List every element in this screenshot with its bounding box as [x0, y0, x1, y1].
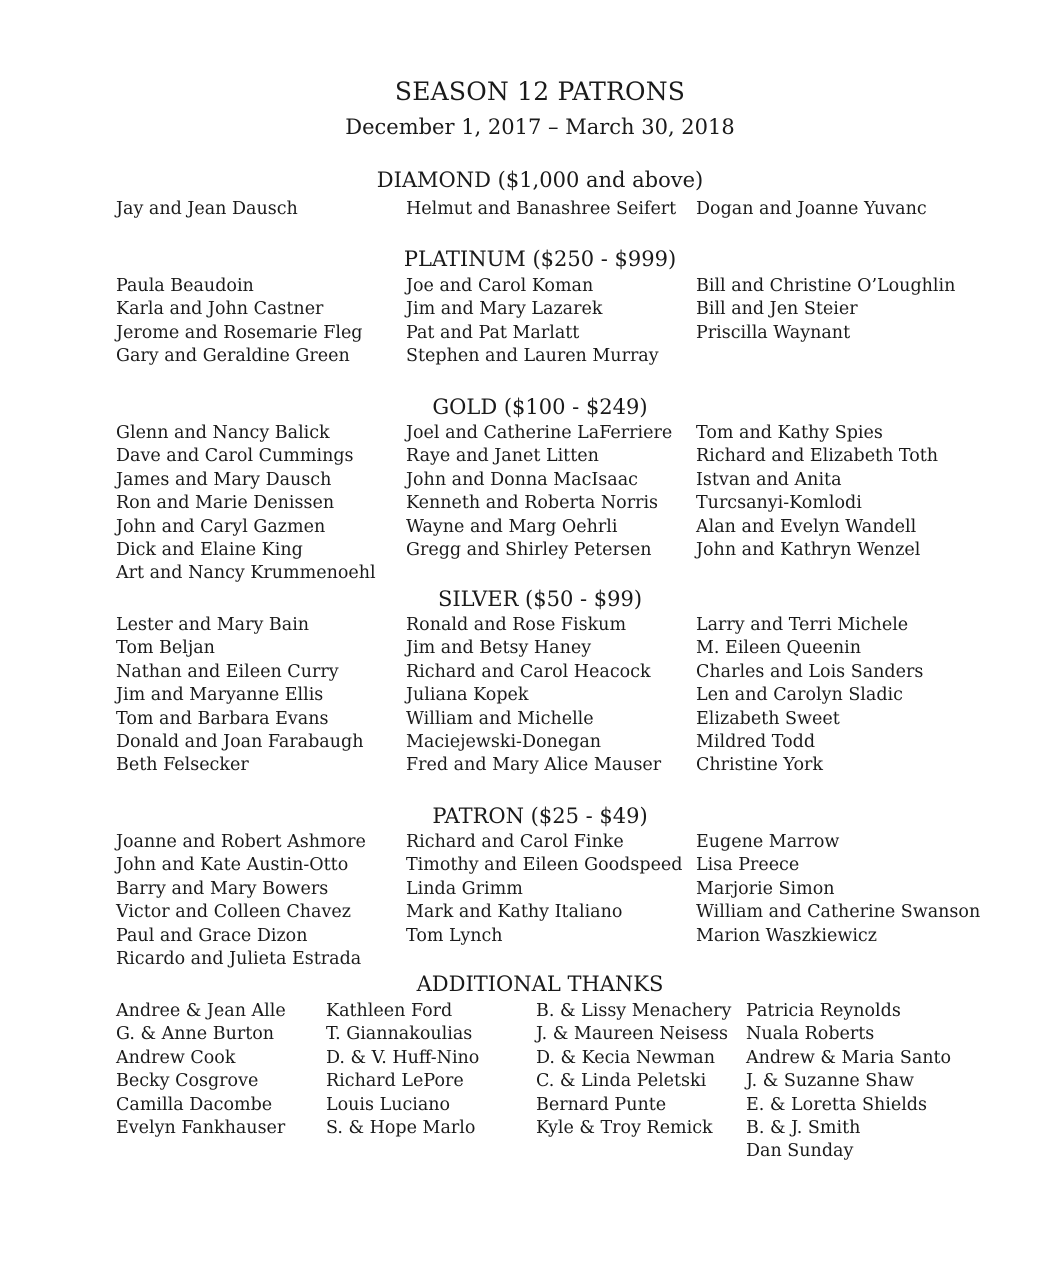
patron-name: Gary and Geraldine Green: [116, 346, 350, 367]
silver-heading: SILVER ($50 - $99): [437, 587, 643, 611]
patron-name: Tom Beljan: [116, 638, 215, 659]
patron-name: Len and Carolyn Sladic: [696, 685, 903, 706]
patron-name: Ron and Marie Denissen: [116, 493, 335, 514]
patron-name: Gregg and Shirley Petersen: [406, 540, 652, 561]
patron-name: Mark and Kathy Italiano: [406, 902, 623, 923]
patron-name: Marion Waszkiewicz: [696, 925, 877, 946]
patron-name: Fred and Mary Alice Mauser: [406, 755, 662, 776]
patron-name: Kenneth and Roberta Norris: [406, 493, 659, 514]
page-title: SEASON 12 PATRONS: [394, 77, 686, 106]
patron-name: Jerome and Rosemarie Fleg: [116, 322, 363, 343]
patron-name: Jim and Maryanne Ellis: [116, 685, 324, 706]
patron-name: Juliana Kopek: [406, 685, 529, 706]
patron-name: Larry and Terri Michele: [696, 615, 909, 635]
patron-name: Evelyn Fankhauser: [116, 1118, 286, 1139]
patron-name: Jim and Mary Lazarek: [406, 299, 603, 320]
patron-name: Marjorie Simon: [696, 878, 835, 899]
patron-name: Priscilla Waynant: [696, 322, 851, 343]
patron-name: Donald and Joan Farabaugh: [116, 732, 364, 753]
patron-name: John and Kathryn Wenzel: [696, 540, 921, 561]
patron-name: Lester and Mary Bain: [116, 615, 310, 635]
patron-name: Paul and Grace Dizon: [116, 925, 308, 946]
patron-name: Tom Lynch: [406, 925, 503, 946]
patron-name: John and Donna MacIsaac: [406, 469, 638, 490]
patron-name: Tom and Barbara Evans: [116, 708, 329, 729]
patron-name: Joel and Catherine LaFerriere: [406, 423, 673, 443]
patron-name: Wayne and Marg Oehrli: [406, 516, 618, 537]
patron-name: Bernard Punte: [536, 1094, 667, 1115]
patron-name: Pat and Pat Marlatt: [406, 322, 580, 343]
patron-name: Dan Sunday: [746, 1141, 854, 1162]
patron-name: Dick and Elaine King: [116, 540, 303, 561]
patron-name: Beth Felsecker: [116, 755, 249, 776]
patron-name: John and Kate Austin-Otto: [116, 855, 349, 876]
patron-name: Charles and Lois Sanders: [696, 661, 924, 682]
patron-name: J. & Maureen Neisess: [536, 1024, 729, 1045]
patron-name: Barry and Mary Bowers: [116, 878, 329, 899]
patron-name: Joe and Carol Koman: [406, 276, 594, 296]
diamond-column-3: [696, 198, 927, 221]
platinum-heading: PLATINUM ($250 - $999): [403, 247, 677, 271]
patron-name: Richard and Carol Heacock: [406, 661, 651, 682]
patron-name: Ronald and Rose Fiskum: [406, 615, 627, 635]
patron-name: Linda Grimm: [406, 878, 523, 899]
patron-name: Andrew & Maria Santo: [746, 1047, 952, 1068]
gold-heading: GOLD ($100 - $249): [432, 395, 648, 419]
platinum-column-3: [696, 275, 955, 345]
patron-name: Lisa Preece: [696, 855, 800, 876]
diamond-heading: DIAMOND ($1,000 and above): [376, 168, 704, 192]
gold-column-3: [696, 422, 938, 562]
patron-name: William and Michelle: [406, 708, 594, 729]
patron-name: Camilla Dacombe: [116, 1094, 273, 1115]
patron-name: S. & Hope Marlo: [326, 1118, 476, 1139]
additional-column-1: [116, 1000, 286, 1140]
patron-name: Patricia Reynolds: [746, 1001, 901, 1021]
patron-name-continuation: Turcsanyi-Komlodi: [696, 493, 862, 514]
silver-column-2: [406, 614, 661, 778]
patron-name: Richard LePore: [326, 1071, 464, 1092]
patron-name: D. & Kecia Newman: [536, 1047, 715, 1068]
patron-name: Istvan and Anita: [696, 469, 842, 490]
gold-column-1: [116, 422, 376, 586]
patron-name: Stephen and Lauren Murray: [406, 346, 659, 367]
patron-heading: PATRON ($25 - $49): [432, 804, 648, 828]
patron-name: William and Catherine Swanson: [696, 902, 981, 923]
patron-name: Mildred Todd: [696, 732, 816, 753]
patron-name: Raye and Janet Litten: [406, 446, 599, 467]
additional-thanks-heading: ADDITIONAL THANKS: [416, 972, 664, 996]
patron-name: Alan and Evelyn Wandell: [696, 516, 917, 537]
patron-name: Paula Beaudoin: [116, 276, 254, 296]
diamond-column-1: [116, 198, 298, 221]
patron-name: Glenn and Nancy Balick: [116, 423, 330, 443]
season-dates: December 1, 2017 – March 30, 2018: [345, 115, 735, 139]
patron-name: Eugene Marrow: [696, 832, 840, 852]
patron-name: Kyle & Troy Remick: [536, 1118, 713, 1139]
patron-name: Joanne and Robert Ashmore: [116, 832, 366, 852]
patron-name: Bill and Jen Steier: [696, 299, 858, 320]
diamond-column-2: [406, 198, 676, 221]
patron-name: Becky Cosgrove: [116, 1071, 259, 1092]
patron-name: B. & Lissy Menachery: [536, 1001, 732, 1021]
patron-name: J. & Suzanne Shaw: [746, 1071, 914, 1092]
patron-name-continuation: Maciejewski-Donegan: [406, 732, 602, 753]
patron-name: Karla and John Castner: [116, 299, 324, 320]
additional-column-2: [326, 1000, 479, 1140]
additional-column-3: [536, 1000, 731, 1140]
patron-name: B. & J. Smith: [746, 1118, 861, 1139]
patron-name: Richard and Elizabeth Toth: [696, 446, 939, 467]
silver-column-1: [116, 614, 364, 778]
patron-name: G. & Anne Burton: [116, 1024, 275, 1045]
patron-name: E. & Loretta Shields: [746, 1094, 927, 1115]
patron-name: C. & Linda Peletski: [536, 1071, 707, 1092]
patron-name: Art and Nancy Krummenoehl: [116, 563, 376, 584]
patron-name: Helmut and Banashree Seifert: [406, 199, 677, 219]
patron-name: Andree & Jean Alle: [116, 1001, 286, 1021]
patron-name: Nathan and Eileen Curry: [116, 661, 339, 682]
patron-column-1: [116, 831, 366, 971]
patron-name: Tom and Kathy Spies: [696, 423, 883, 443]
patron-name: Louis Luciano: [326, 1094, 451, 1115]
platinum-column-2: [406, 275, 659, 369]
patron-name: M. Eileen Queenin: [696, 638, 862, 659]
gold-column-2: [406, 422, 672, 562]
patron-name: Timothy and Eileen Goodspeed: [406, 855, 683, 876]
patron-column-3: [696, 831, 980, 948]
patron-name: D. & V. Huff-Nino: [326, 1047, 480, 1068]
patron-name: James and Mary Dausch: [116, 469, 332, 490]
patron-name: Jim and Betsy Haney: [406, 638, 592, 659]
patron-name: Nuala Roberts: [746, 1024, 875, 1045]
platinum-column-1: [116, 275, 363, 369]
patron-name: Jay and Jean Dausch: [116, 199, 298, 219]
patron-name: Ricardo and Julieta Estrada: [116, 949, 362, 970]
patron-column-2: [406, 831, 683, 948]
patron-name: Kathleen Ford: [326, 1001, 453, 1021]
patron-name: Dogan and Joanne Yuvanc: [696, 199, 927, 219]
silver-column-3: [696, 614, 923, 778]
additional-column-4: [746, 1000, 951, 1164]
patron-name: Dave and Carol Cummings: [116, 446, 354, 467]
patron-name: John and Caryl Gazmen: [116, 516, 326, 537]
patron-name: Victor and Colleen Chavez: [116, 902, 351, 923]
patron-name: Christine York: [696, 755, 823, 776]
patron-name: Bill and Christine O’Loughlin: [696, 276, 956, 296]
patron-name: Richard and Carol Finke: [406, 832, 624, 852]
patron-name: Elizabeth Sweet: [696, 708, 840, 729]
patron-name: Andrew Cook: [116, 1047, 236, 1068]
patron-name: T. Giannakoulias: [326, 1024, 473, 1045]
